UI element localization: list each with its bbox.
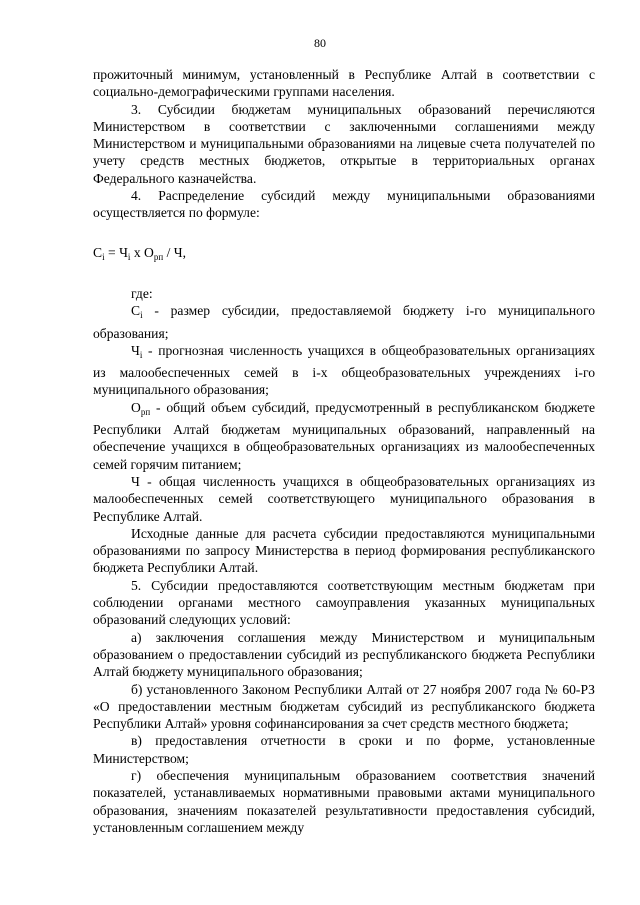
symbol-c: С <box>131 303 141 319</box>
symbol-c-sub: i <box>140 310 143 321</box>
condition-v: в) предоставления отчетности в сроки и по форме, установленные Министерством; <box>93 733 595 766</box>
formula-x: x <box>130 244 145 260</box>
condition-b: б) установленного Законом Республики Алтай от 27 ноября 2007 года № 60-РЗ «О предоставлении местным бюджетам субсидий из республиканского бюджета Республики Алтай» уровня софинансирования за счет средств местного бюджета; <box>93 681 595 732</box>
paragraph-clause-4: 4. Распределение субсидий между муниципальными образованиями осуществляется по формуле: <box>93 188 595 221</box>
definition-ch-i-text: - прогнозная численность учащихся в общеобразовательных организациях из малообеспеченных семей в i-х общеобразовательных учреждениях i-го муниципального образования; <box>93 342 595 398</box>
document-body <box>93 66 595 836</box>
formula-c: С <box>93 244 103 260</box>
symbol-ch: Ч <box>131 342 140 358</box>
definition-ch: Ч - общая численность учащихся в общеобразовательных организациях из малообеспеченных семей соответствующего муниципального образования в Республике Алтай. <box>93 473 595 524</box>
definition-c-text: - размер субсидии, предоставляемой бюджету i-го муниципального образования; <box>93 303 595 341</box>
formula-o-sub: рп <box>153 251 164 262</box>
condition-g: г) обеспечения муниципальным образованием соответствия значений показателей, устанавливаемых нормативными правовыми актами муниципального образования, значениям показателей результативности предоставления субсидий, установленным соглашением между <box>93 767 595 835</box>
formula-ch: Ч <box>119 244 128 260</box>
formula <box>93 244 595 266</box>
formula-div: / Ч, <box>163 244 186 260</box>
symbol-o: О <box>131 399 141 415</box>
paragraph: прожиточный минимум, установленный в Республике Алтай в соответствии с социально-демографическими группами населения. <box>93 67 595 100</box>
symbol-ch-sub: i <box>139 349 143 360</box>
paragraph-clause-5: 5. Субсидии предоставляются соответствующим местным бюджетам при соблюдении органами местного самоуправления указанных муниципальных образований следующих условий: <box>93 577 595 628</box>
definition-o-text: - общий объем субсидий, предусмотренный в республиканском бюджете Республики Алтай бюджетам муниципальных образований, направленный на обеспечение учащихся в общеобразовательных организациях из малообеспеченных семей горячим питанием; <box>93 399 595 472</box>
where-label: где: <box>131 285 153 301</box>
definition-c <box>93 302 595 342</box>
paragraph-clause-3: 3. Субсидии бюджетам муниципальных образований перечисляются Министерством в соответствии с заключенными соглашениями между Министерством и муниципальными образованиями на лицевые счета получателей по учету средств местных бюджетов, открытые в территориальных органах Федерального казначейства. <box>93 101 595 186</box>
paragraph-source-data: Исходные данные для расчета субсидии предоставляются муниципальными образованиями по запросу Министерства в период формирования республиканского бюджета Республики Алтай. <box>93 525 595 576</box>
page-number: 80 <box>314 36 326 50</box>
formula-ch-sub: i <box>127 251 131 262</box>
definition-ch-i <box>93 342 595 399</box>
formula-o: О <box>144 244 154 260</box>
formula-eq: = <box>104 244 120 260</box>
condition-a: а) заключения соглашения между Министерством и муниципальным образованием о предоставлении субсидий из республиканского бюджета Республики Алтай бюджету муниципального образования; <box>93 629 595 680</box>
formula-c-sub: i <box>102 251 105 262</box>
symbol-o-sub: рп <box>140 406 151 417</box>
definition-o <box>93 399 595 473</box>
